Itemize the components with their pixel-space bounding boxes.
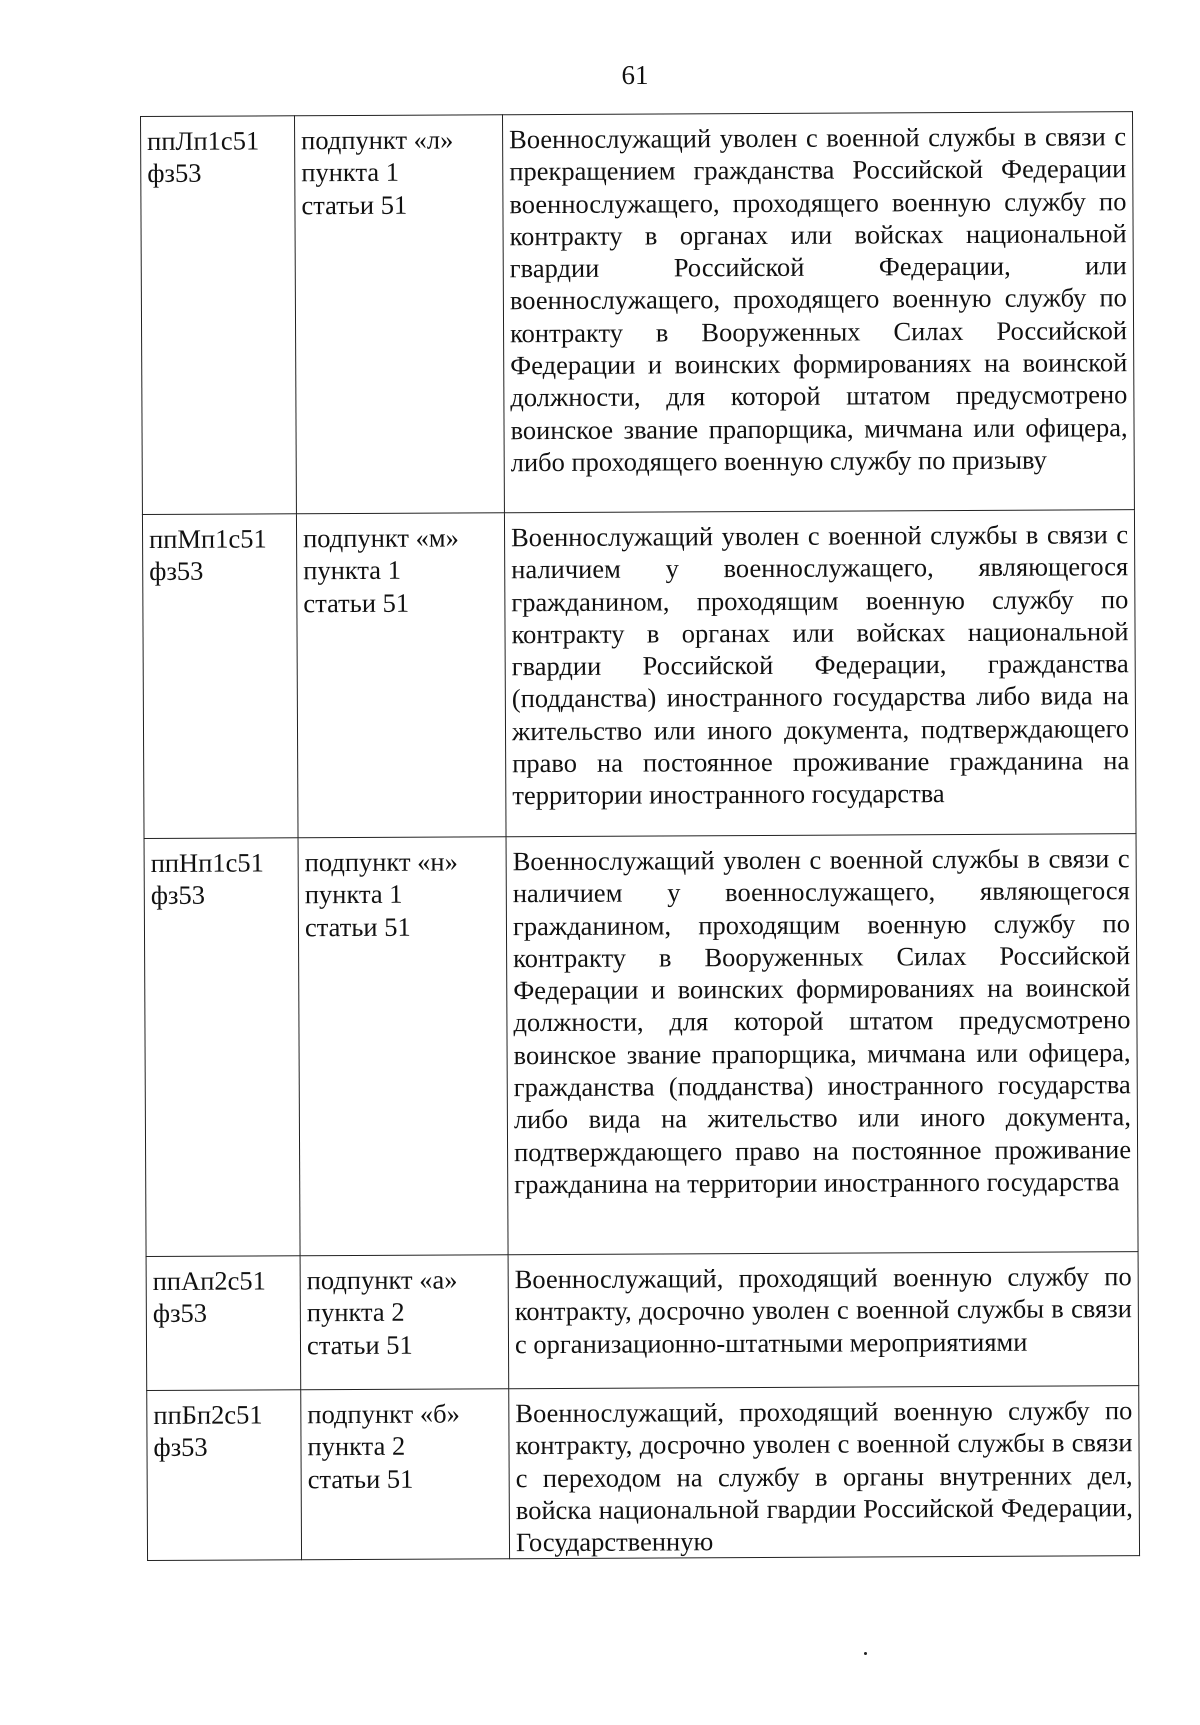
dismissal-codes-table [140, 111, 1140, 1561]
law-reference-cell: подпункт «н» пункта 1 статьи 51 [298, 837, 508, 1256]
description-cell: Военнослужащий, проходящий военную службу по контракту, досрочно уволен с военной службы в связи с переходом на службу в органы внутренних дел, войска национальной гвардии Российской Федерации, Государственную [509, 1386, 1140, 1560]
scan-speck [864, 1652, 867, 1655]
table-row [146, 1252, 1139, 1391]
table-row [141, 112, 1135, 515]
code-cell: ппМп1с51 фз53 [142, 514, 298, 839]
table-row [142, 510, 1136, 839]
description-cell: Военнослужащий уволен с военной службы в связи с наличием у военнослужащего, являющегося гражданином, проходящим военную службу по контракту в органах или войсках национальной гвардии Российской Федерации, гражданства (подданства) иностранного государства либо вида на жительство или иного документа, подтверждающего право на постоянное проживание гражданина на территории иностранного государства [504, 510, 1136, 837]
law-reference-cell: подпункт «а» пункта 2 статьи 51 [300, 1255, 509, 1390]
description-cell: Военнослужащий уволен с военной службы в связи с прекращением гражданства Российской Федерации военнослужащего, проходящего военную службу по контракту в органах или войсках национальной гвардии Российской Федерации, или военнослужащего, проходящего военную службу по контракту в Вооруженных Силах Российской Федерации и воинских формированиях на воинской должности, для которой штатом предусмотрено воинское звание прапорщика, мичмана или офицера, либо проходящего военную службу по призыву [502, 112, 1134, 513]
table-row [147, 1386, 1140, 1561]
law-reference-cell: подпункт «б» пункта 2 статьи 51 [301, 1389, 510, 1560]
code-cell: ппАп2с51 фз53 [146, 1256, 301, 1391]
law-reference-cell: подпункт «м» пункта 1 статьи 51 [296, 513, 506, 838]
table-row [144, 834, 1138, 1257]
code-cell: ппБп2с51 фз53 [147, 1390, 302, 1561]
page-number: 61 [621, 60, 649, 90]
code-cell: ппЛп1с51 фз53 [141, 116, 297, 515]
description-cell: Военнослужащий уволен с военной службы в связи с наличием у военнослужащего, являющегося гражданином, проходящим военную службу по контракту в Вооруженных Силах Российской Федерации и воинских формированиях на воинской должности, для которой штатом предусмотрено воинское звание прапорщика, мичмана или офицера, гражданства (подданства) иностранного государства либо вида на жительство или иного документа, подтверждающего право на постоянное проживание гражданина на территории иностранного государства [506, 834, 1138, 1255]
description-cell: Военнослужащий, проходящий военную службу по контракту, досрочно уволен с военной службы в связи с организационно-штатными мероприятиями [508, 1252, 1139, 1389]
code-cell: ппНп1с51 фз53 [144, 838, 300, 1257]
law-reference-cell: подпункт «л» пункта 1 статьи 51 [295, 115, 505, 514]
